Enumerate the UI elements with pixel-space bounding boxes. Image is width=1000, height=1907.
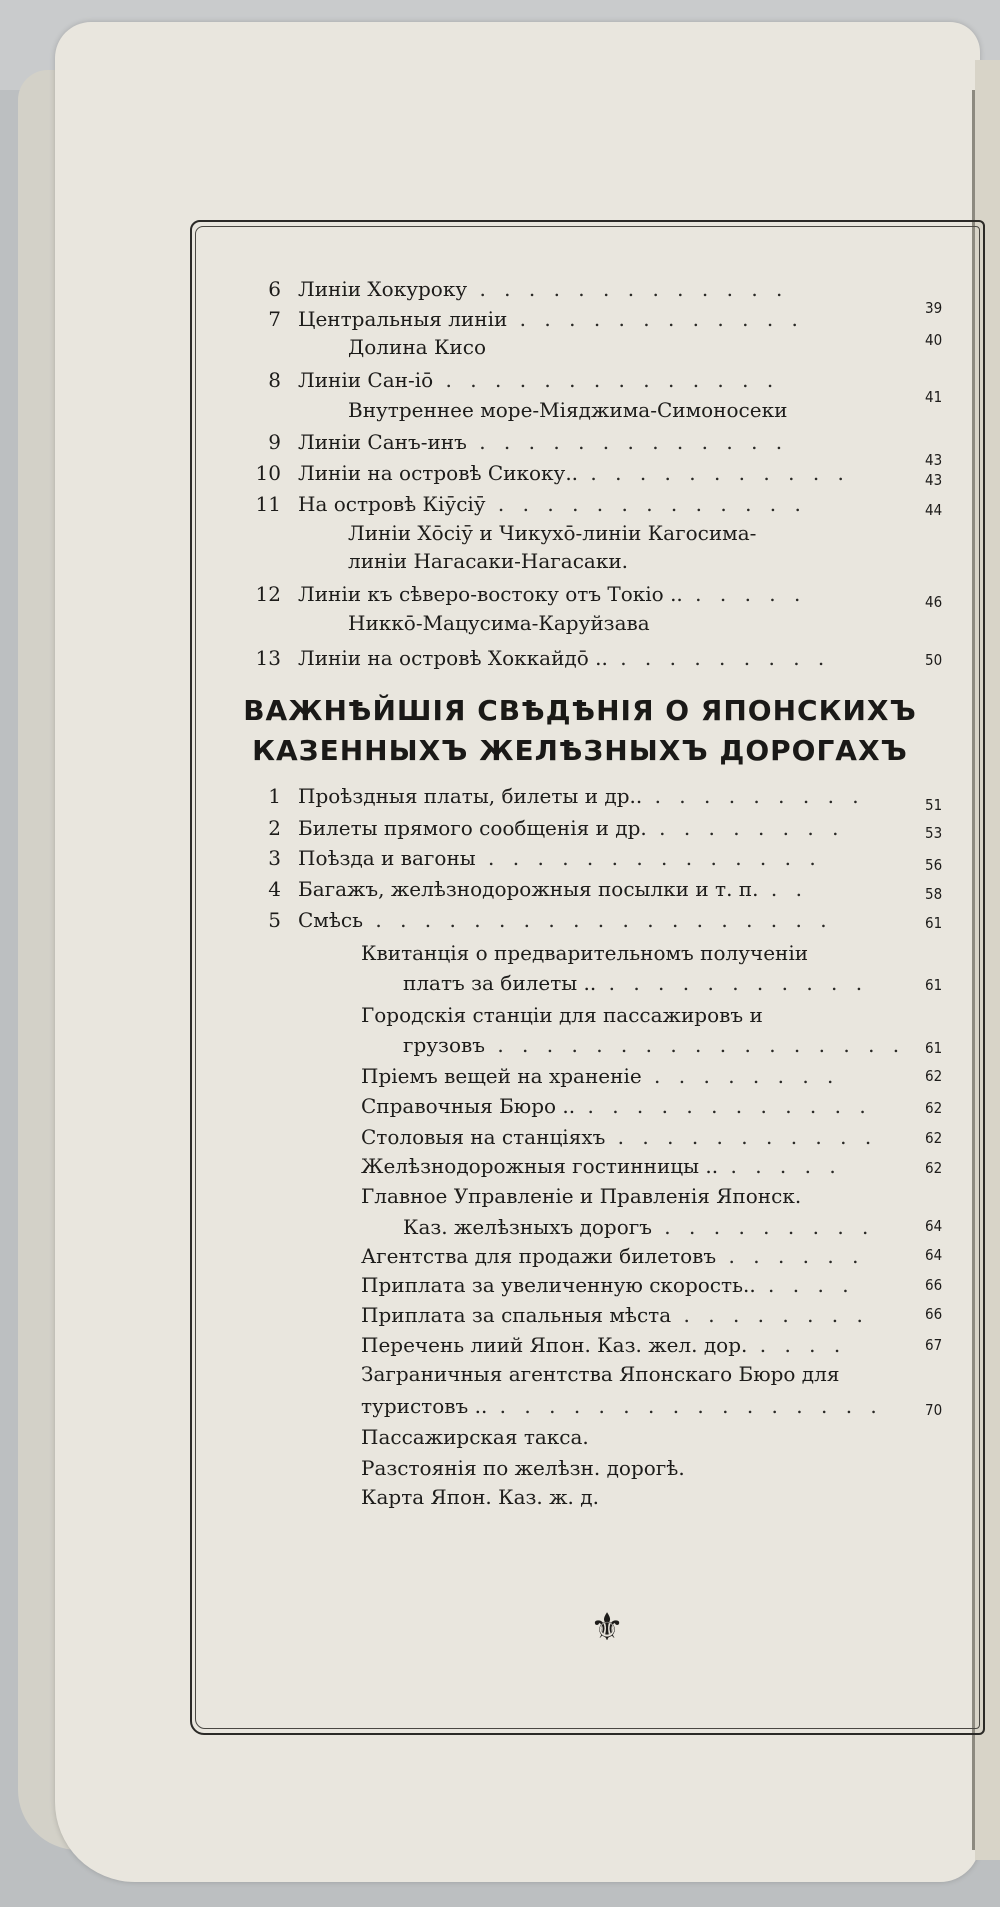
page-number: 43 [925,451,943,469]
entry-title: Линіи Хōсіӯ и Чикухō-линіи Кагосима- [348,521,757,545]
entry-number: 9 [268,430,281,454]
page-number: 40 [925,331,943,349]
toc-entry [361,1332,846,1358]
toc-entry [361,1302,869,1328]
toc-entry [298,845,822,871]
toc-entry [361,940,808,966]
page-number: 53 [925,824,943,842]
page-number: 66 [925,1305,943,1323]
entry-number: 5 [268,908,281,932]
entry-title: Каз. желѣзныхъ дорогъ [403,1215,652,1239]
leader-dots: . . . . . . . . . . . . . [467,277,789,301]
leader-dots: . . . . . . . . . . . . . . [475,846,822,870]
toc-entry [298,907,833,933]
entry-title: Приплата за увеличенную скорость.. [361,1273,756,1297]
entry-number: 6 [268,277,281,301]
toc-entry [298,645,830,671]
entry-number: 8 [268,368,281,392]
leader-dots: . . . . . . . . . . . [578,461,850,485]
leader-dots: . . . . . . . . [641,1064,840,1088]
leader-dots: . . . . . . . . . [607,646,831,670]
leader-dots: . . . . . . . . . . . [596,971,869,995]
toc-entry [348,334,486,360]
toc-entry [361,1093,872,1119]
page-number: 58 [925,885,943,903]
page-number: 39 [925,299,943,317]
entry-title: Внутреннее море-Міяджима-Симоносеки [348,398,788,422]
entry-title: линіи Нагасаки-Нагасаки. [348,549,629,573]
entry-number: 11 [255,492,281,516]
entry-title: Справочныя Бюро .. [361,1094,576,1118]
entry-title: Городскія станціи для пассажировъ и [361,1003,763,1027]
leader-dots: . . . . . . . . . . . . [575,1094,872,1118]
toc-entry [361,1272,855,1298]
entry-title: Билеты прямого сообщенія и др. [298,816,647,840]
entry-title: Линіи Хокуроку [298,277,468,301]
page-number: 46 [925,593,943,611]
leader-dots: . . . . . . [716,1244,865,1268]
entry-title: Линіи Сан-іō [298,368,434,392]
toc-entry [361,1361,839,1387]
toc-entry [361,1124,877,1150]
toc-entry [348,397,787,423]
toc-entry [298,429,788,455]
toc-entry [298,306,804,332]
toc-entry [361,1002,763,1028]
toc-entry [361,1393,883,1419]
leader-dots: . . . . . . . . . [651,1215,875,1239]
entry-title: Поѣзда и вагоны [298,846,476,870]
leader-dots: . . . . . . . . . [642,784,865,808]
page-number: 64 [925,1246,943,1264]
page-number: 62 [925,1129,943,1147]
page-number: 64 [925,1217,943,1235]
toc-entry [361,1455,685,1481]
toc-entry [348,520,756,546]
entry-title: Желѣзнодорожныя гостинницы .. [361,1154,719,1178]
leader-dots: . . . . . . . . . . . . . [466,430,789,454]
toc-entry [361,1424,589,1450]
toc-entry [348,548,628,574]
toc-entry [361,1183,801,1209]
toc-entry [298,581,806,607]
entry-title: Приплата за спальныя мѣста [361,1303,672,1327]
entry-number: 10 [255,461,281,485]
entry-title: грузовъ [403,1033,485,1057]
leader-dots: . . . . . . . . [646,816,845,840]
entry-title: Пассажирская такса. [361,1425,589,1449]
page-number: 61 [925,976,943,994]
toc-entry [298,276,788,302]
entry-title: Центральныя линіи [298,307,508,331]
entry-title: Линіи Санъ-инъ [298,430,467,454]
toc-entry [348,610,650,636]
page-number: 67 [925,1336,943,1354]
toc-entry [298,876,808,902]
page-number: 51 [925,796,943,814]
page-number: 41 [925,388,943,406]
entry-number: 4 [268,877,281,901]
toc-entry [298,460,850,486]
toc-entry [298,783,865,809]
toc-entry [298,367,779,393]
entry-title: Агентства для продажи билетовъ [361,1244,717,1268]
toc-entry [403,970,868,996]
entry-number: 13 [255,646,281,670]
toc-entry [298,491,807,517]
page-number: 61 [925,914,943,932]
toc-entry [361,1153,842,1179]
entry-title: Квитанція о предварительномъ полученіи [361,941,809,965]
entry-title: Перечень лиий Япон. Каз. жел. дор. [361,1333,748,1357]
entry-title: Багажъ, желѣзнодорожныя посылки и т. п. [298,877,759,901]
section-heading-line1: ВАЖНѢЙШІЯ СВѢДѢНІЯ О ЯПОНСКИХЪ [243,694,917,727]
toc-entry [361,1484,599,1510]
page-number: 70 [925,1401,943,1419]
entry-title: Разстоянія по желѣзн. дорогѣ. [361,1456,685,1480]
entry-title: Пріемъ вещей на храненіе [361,1064,642,1088]
leader-dots: . . . . . . . . . . . . . . . . . [484,1033,906,1057]
leader-dots: . . . . [747,1333,847,1357]
leader-dots: . . [758,877,808,901]
toc-entry [403,1214,874,1240]
page-number: 44 [925,501,943,519]
entry-number: 12 [255,582,281,606]
entry-title: Столовыя на станціяхъ [361,1125,606,1149]
entry-title: Линіи къ сѣверо-востоку отъ Токіо .. [298,582,683,606]
entry-title: Проѣздныя платы, билеты и др.. [298,784,643,808]
entry-title: Главное Управленіе и Правленія Японск. [361,1184,802,1208]
entry-title: Заграничныя агентства Японскаго Бюро для [361,1362,840,1386]
leader-dots: . . . . [755,1273,855,1297]
entry-title: Никкō-Мацусима-Каруйзава [348,611,650,635]
page-number: 66 [925,1276,943,1294]
page-number: 56 [925,856,943,874]
toc-entry [298,815,844,841]
page-number: 62 [925,1099,943,1117]
entry-title: Линіи на островѣ Хоккайдō .. [298,646,608,670]
leader-dots: . . . . . . . . . . . . [507,307,804,331]
fleuron-ornament: ⚜ [590,1605,625,1649]
entry-title: Долина Кисо [348,335,486,359]
leader-dots: . . . . . . . . . . . . . [485,492,807,516]
leader-dots: . . . . . . . . . . . [605,1125,878,1149]
entry-title: туристовъ .. [361,1394,488,1418]
leader-dots: . . . . . . . . [671,1303,869,1327]
entry-number: 3 [268,846,281,870]
page-number: 61 [925,1039,943,1057]
entry-title: Линіи на островѣ Сикоку.. [298,461,579,485]
toc-entry [403,1032,905,1058]
leader-dots: . . . . . [682,582,807,606]
section-heading-line2: КАЗЕННЫХЪ ЖЕЛѢЗНЫХЪ ДОРОГАХЪ [252,734,908,767]
entry-number: 7 [268,307,281,331]
toc-entry [361,1243,864,1269]
entry-title: платъ за билеты .. [403,971,597,995]
page-number: 62 [925,1067,943,1085]
entry-title: Карта Япон. Каз. ж. д. [361,1485,599,1509]
leader-dots: . . . . . [718,1154,842,1178]
leader-dots: . . . . . . . . . . . . . . . . . . . [363,908,833,932]
entry-number: 1 [268,784,281,808]
entry-number: 2 [268,816,281,840]
page-number: 62 [925,1159,943,1177]
page-number: 50 [925,651,943,669]
toc-entry [361,1063,839,1089]
page-number: 43 [925,471,943,489]
entry-title: Смѣсь [298,908,364,932]
entry-title: На островѣ Кіӯсіӯ [298,492,486,516]
leader-dots: . . . . . . . . . . . . . . [433,368,780,392]
leader-dots: . . . . . . . . . . . . . . . . [487,1394,883,1418]
